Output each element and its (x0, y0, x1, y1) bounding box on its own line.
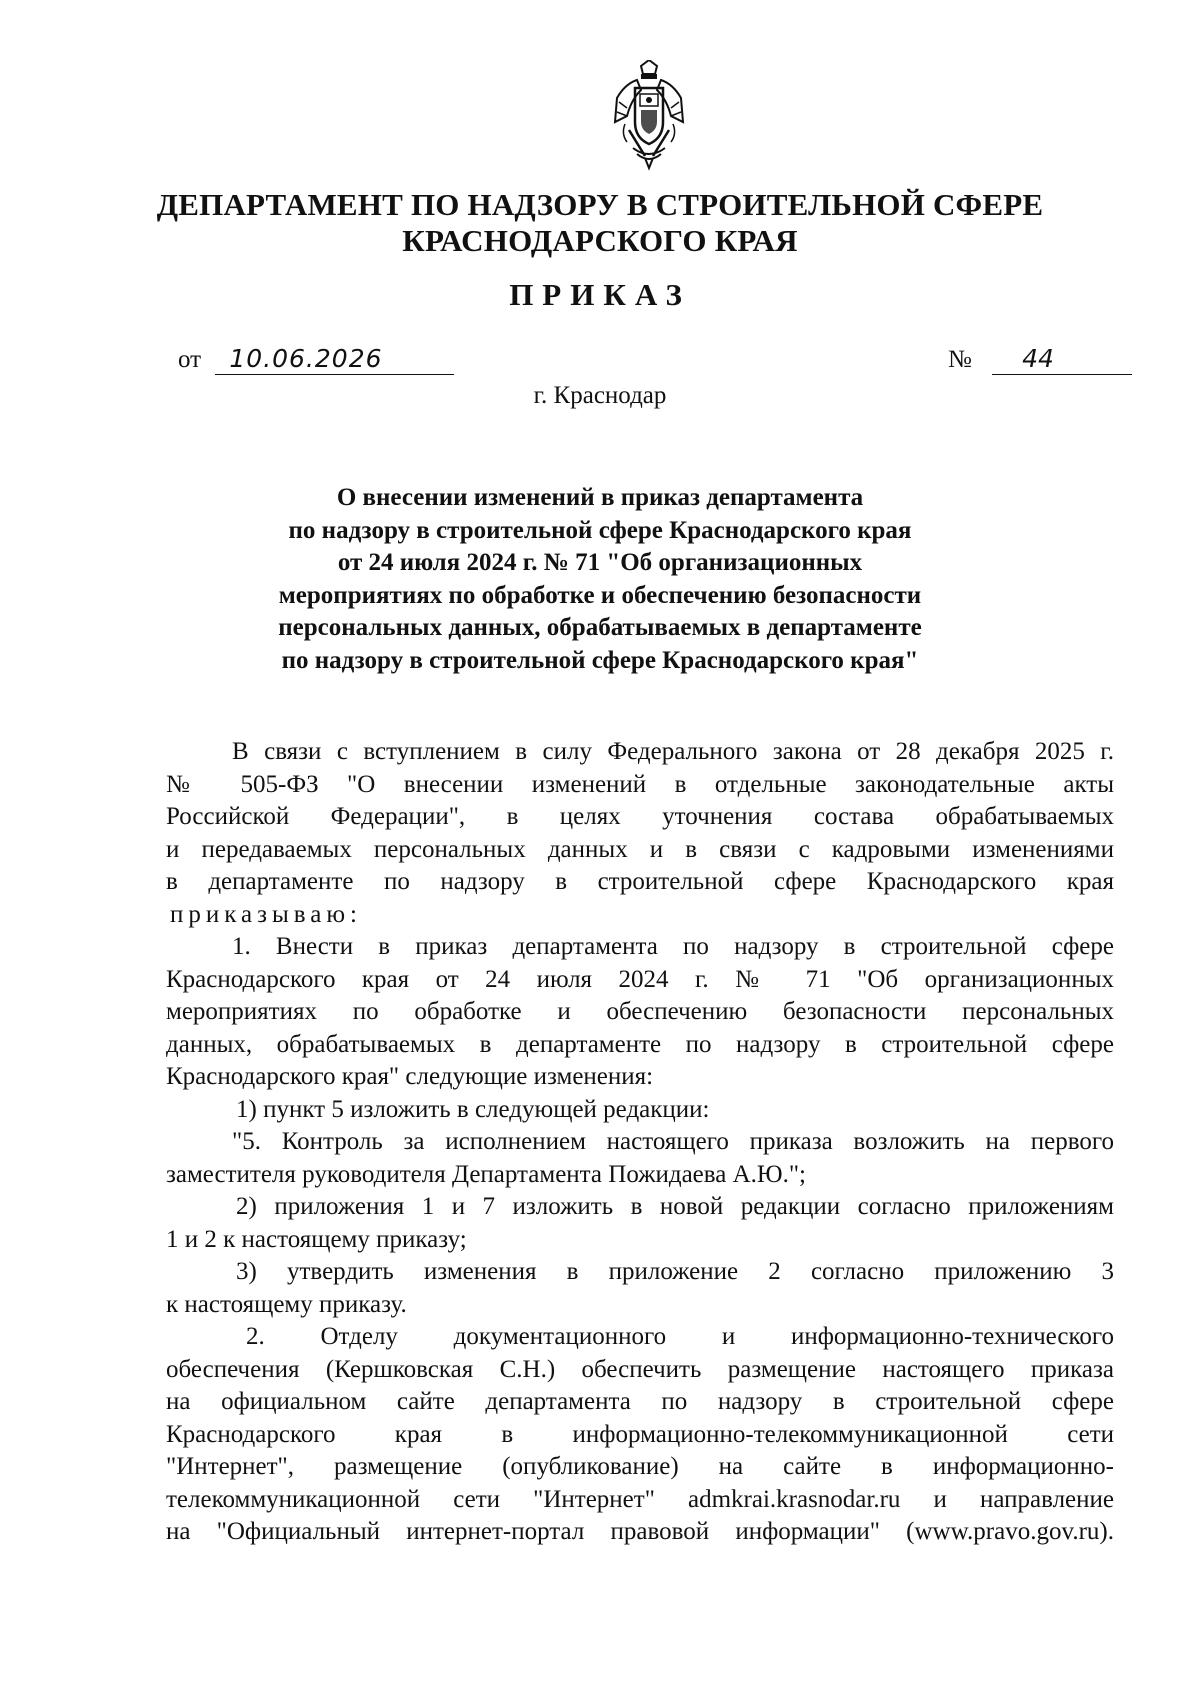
city-name: г. Краснодар (533, 382, 667, 409)
department-name-line1: ДЕПАРТАМЕНТ ПО НАДЗОРУ В СТРОИТЕЛЬНОЙ СФЕРЕ (156, 187, 1044, 222)
subject-line: по надзору в строительной сфере Краснодарского края (288, 516, 912, 544)
department-name-line2: КРАСНОДАРСКОГО КРАЯ (402, 223, 798, 258)
body-line: 1 и 2 к настоящему приказу; (166, 1225, 467, 1253)
body-line: Российской Федерации", в целях уточнения состава обрабатываемых (166, 803, 1114, 830)
subject-line: персональных данных, обрабатываемых в департаменте (278, 614, 922, 641)
body-line: на "Официальный интернет-портал правовой информации" (www.pravo.gov.ru). (166, 1518, 1114, 1545)
number-value: 44 (992, 344, 1132, 375)
body-line: на официальном сайте департамента по надзору в строительной сфере (166, 1388, 1114, 1415)
body-line: "Интернет", размещение (опубликование) на сайте в информационно- (166, 1453, 1114, 1480)
body-line: обеспечения (Кершковская С.Н.) обеспечить размещение настоящего приказа (166, 1355, 1114, 1383)
subject-line: от 24 июля 2024 г. № 71 "Об организационных (337, 549, 863, 576)
body-line: Краснодарского края в информационно-телекоммуникационной сети (166, 1420, 1114, 1448)
body-line: 2. Отделу документационного и информационно-технического (246, 1323, 1114, 1350)
subject-line: мероприятиях по обработке и обеспечению безопасности (278, 581, 922, 609)
body-line: 2) приложения 1 и 7 изложить в новой редакции согласно приложениям (236, 1193, 1114, 1220)
date-label: от (178, 346, 202, 373)
body-line: 1. Внести в приказ департамента по надзору в строительной сфере (232, 933, 1114, 960)
body-line: данных, обрабатываемых в департаменте по надзору в строительной сфере (166, 1030, 1114, 1058)
body-line: Краснодарского края" следующие изменения: (166, 1063, 654, 1090)
body-line: мероприятиях по обработке и обеспечению безопасности персональных (166, 998, 1114, 1025)
body-line: "5. Контроль за исполнением настоящего приказа возложить на первого (232, 1128, 1114, 1155)
document-type-title: ПРИКАЗ (509, 277, 691, 312)
body-line: В связи с вступлением в силу Федерального закона от 28 декабря 2025 г. (232, 738, 1114, 765)
date-value: 10.06.2026 (215, 344, 454, 375)
body-line-order-verb: приказываю: (170, 900, 362, 928)
body-line: 3) утвердить изменения в приложение 2 согласно приложению 3 (236, 1258, 1114, 1285)
subject-line: по надзору в строительной сфере Краснодарского края" (281, 646, 919, 674)
body-line: Краснодарского края от 24 июля 2024 г. № 71 "Об организационных (166, 965, 1114, 993)
body-line: 1) пункт 5 изложить в следующей редакции: (236, 1095, 710, 1123)
body-line: заместителя руководителя Департамента Пожидаева А.Ю."; (166, 1160, 806, 1188)
body-line: № 505-ФЗ "О внесении изменений в отдельные законодательные акты (166, 770, 1114, 798)
body-line: к настоящему приказу. (166, 1290, 407, 1318)
order-date (178, 344, 454, 376)
body-line: телекоммуникационной сети "Интернет" admkrai.krasnodar.ru и направление (166, 1485, 1114, 1513)
number-label: № (948, 346, 972, 373)
order-body (166, 736, 1114, 1549)
body-line: и передаваемых персональных данных и в связи с кадровыми изменениями (166, 835, 1114, 863)
subject-line: О внесении изменений в приказ департамента (336, 484, 864, 511)
order-number (948, 344, 1132, 376)
body-line: в департаменте по надзору в строительной сфере Краснодарского края (166, 868, 1114, 895)
coat-of-arms-icon (607, 60, 691, 172)
order-subject (230, 482, 970, 677)
